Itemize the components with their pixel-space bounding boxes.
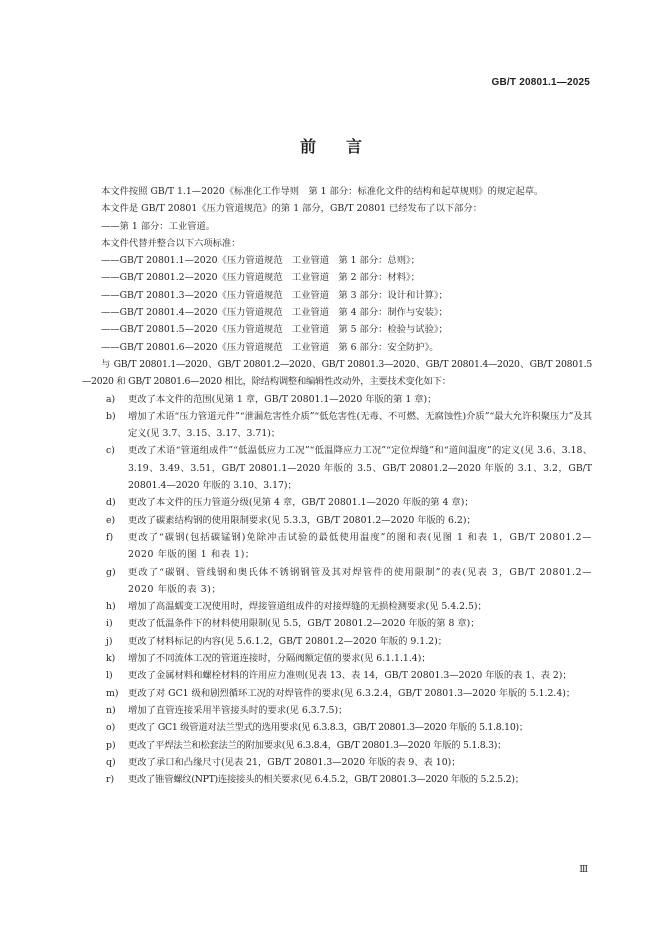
change-item (82, 702, 592, 719)
standard-number-header: GB/T 20801.1—2025 (491, 77, 590, 88)
change-text: 更改了“碳钢(包括碳锰钢)免除冲击试验的最低使用温度”的图和表(见图 1 和表 1，GB/T 20801.2—2020 年版的图 1 和表 1)； (128, 531, 592, 561)
change-label: n) (106, 704, 116, 716)
change-label: e) (106, 514, 116, 526)
replaced-standard: ——GB/T 20801.3—2020《压力管道规范 工业管道 第 3 部分：设计和计算》； (101, 289, 448, 301)
change-text: 增加了术语“压力管道元件”“泄漏危害性介质”“低危害性(无毒、不可燃、无腐蚀性)介质”“最大允许积聚压力”及其定义(见 3.7、3.15、3.17、3.71)； (128, 410, 592, 440)
change-item (82, 494, 592, 511)
change-label: f) (106, 531, 114, 543)
change-label: l) (106, 670, 113, 682)
change-item (82, 598, 592, 615)
change-item (82, 564, 592, 599)
page-number: Ⅲ (579, 864, 588, 874)
change-label: a) (106, 393, 116, 405)
change-text: 增加了直管连接采用半管接头时的要求(见 6.3.7.5)； (128, 704, 348, 716)
change-text: 更改了“碳钢、管线钢和奥氏体不锈钢钢管及其对焊管件的使用限制”的表(见表 3，GB/T 20801.2—2020 年版的表 3)； (128, 566, 592, 595)
change-item (82, 667, 592, 684)
change-text: 更改了承口和凸缘尺寸(见表 21，GB/T 20801.3—2020 年版的表 9、表 10)； (128, 756, 461, 768)
change-text: 更改了低温条件下的材料使用限制(见 5.5，GB/T 20801.2—2020 年版的第 8 章)； (128, 618, 480, 630)
change-text: 更改了本文件的范围(见第 1 章，GB/T 20801.1—2020 年版的第 1 章)； (128, 393, 437, 405)
intro-paragraph-2: 本文件是 GB/T 20801《压力管道规范》的第 1 部分，GB/T 20801 已经发布了以下部分： (101, 203, 482, 215)
change-item (82, 650, 592, 667)
change-text: 增加了高温蠕变工况使用时，焊接管道组成件的对接焊缝的无损检测要求(见 5.4.2.5)； (128, 601, 487, 613)
change-text: 更改了本文件的压力管道分级(见第 4 章，GB/T 20801.1—2020 年版的第 4 章)； (128, 497, 474, 509)
changes-intro: 与 GB/T 20801.1—2020、GB/T 20801.2—2020、GB/T 20801.3—2020、GB/T 20801.4—2020、GB/T 20801.5—2020 和 GB/T 20801.6—2020 相比，除结构调整和编辑性改动外，主要技术变化如下： (82, 358, 592, 388)
change-item (82, 771, 592, 788)
change-item (82, 754, 592, 771)
change-label: r) (106, 774, 115, 786)
change-item (82, 391, 592, 408)
change-item (82, 633, 592, 650)
change-label: q) (106, 756, 116, 768)
change-label: h) (106, 601, 116, 613)
change-text: 更改了 GC1 级管道对法兰型式的选用要求(见 6.3.8.3，GB/T 20801.3—2020 年版的 5.1.8.10)； (128, 722, 528, 734)
change-label: i) (106, 618, 113, 630)
change-text: 增加了不同流体工况的管道连接时，分隔阀额定值的要求(见 6.1.1.1.4)； (128, 653, 431, 665)
change-item (82, 615, 592, 632)
change-text: 更改了锥管螺纹(NPT)连接接头的相关要求(见 6.4.5.2，GB/T 20801.3—2020 年版的 5.2.5.2)； (128, 774, 524, 786)
change-item (82, 737, 592, 754)
change-label: p) (106, 739, 116, 751)
change-text: 更改了对 GC1 级和剧烈循环工况的对焊管件的要求(见 6.3.2.4，GB/T 20801.3—2020 年版的 5.1.2.4)； (128, 687, 576, 699)
change-label: k) (106, 653, 116, 665)
change-item (82, 512, 592, 529)
change-item (82, 719, 592, 736)
change-item (82, 685, 592, 702)
replace-intro: 本文件代替并整合以下六项标准： (101, 237, 241, 249)
replaced-standard: ——GB/T 20801.6—2020《压力管道规范 工业管道 第 6 部分：安全防护》。 (101, 341, 439, 353)
replaced-standard: ——GB/T 20801.5—2020《压力管道规范 工业管道 第 5 部分：检验与试验》； (101, 324, 448, 336)
change-item (82, 442, 592, 494)
change-text: 更改了材料标记的内容(见 5.6.1.2，GB/T 20801.2—2020 年版的 9.1.2)； (128, 635, 447, 647)
page-title: 前言 (299, 137, 392, 156)
change-text: 更改了金属材料和螺栓材料的许用应力准则(见表 13、表 14，GB/T 20801.3—2020 年版的表 1、表 2)； (128, 670, 572, 682)
replaced-standard: ——GB/T 20801.1—2020《压力管道规范 工业管道 第 1 部分：总则》； (101, 255, 420, 267)
published-part-1: ——第 1 部分：工业管道。 (101, 220, 216, 232)
change-text: 更改了碳素结构钢的使用限制要求(见 5.3.3，GB/T 20801.2—2020 年版的 6.2)； (128, 514, 476, 526)
replaced-standard: ——GB/T 20801.4—2020《压力管道规范 工业管道 第 4 部分：制作与安装》； (101, 307, 448, 319)
intro-paragraph-1: 本文件按照 GB/T 1.1—2020《标准化工作导则 第 1 部分：标准化文件的结构和起草规则》的规定起草。 (101, 186, 544, 197)
change-item (82, 529, 592, 564)
change-text: 更改了平焊法兰和松套法兰的附加要求(见 6.3.8.4，GB/T 20801.3—2020 年版的 5.1.8.3)； (128, 739, 507, 751)
change-label: d) (106, 497, 116, 509)
change-label: c) (106, 445, 115, 457)
change-text: 更改了术语“管道组成件”“低温低应力工况”“低温降应力工况”“定位焊缝”和“道间温度”的定义(见 3.6、3.18、3.19、3.49、3.51，GB/T 20801.1—2020 年版的 3.5、GB/T 20801.2—2020 年版的 3.1、3.2，GB/T 20801.4—2020 年版的 3.10、3.17)； (128, 445, 592, 492)
change-label: g) (106, 566, 116, 578)
change-item (82, 408, 592, 443)
change-label: b) (106, 410, 116, 422)
change-label: m) (106, 687, 119, 699)
change-label: o) (106, 722, 116, 734)
replaced-standard: ——GB/T 20801.2—2020《压力管道规范 工业管道 第 2 部分：材料》； (101, 272, 420, 284)
change-label: j) (106, 635, 113, 647)
document-body (82, 183, 592, 788)
